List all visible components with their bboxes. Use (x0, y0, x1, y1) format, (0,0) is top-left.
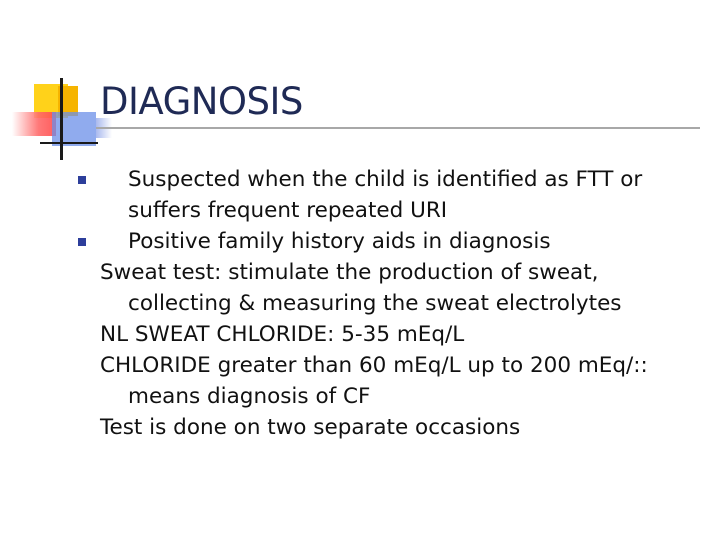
text-item-text: CHLORIDE greater than 60 mEq/L up to 200 mEq/:: means diagnosis of CF (100, 353, 648, 409)
text-item (100, 257, 700, 319)
text-item-text: NL SWEAT CHLORIDE: 5-35 mEq/L (100, 322, 465, 347)
decorative-vertical-line (60, 78, 63, 160)
bullet-item (100, 164, 700, 226)
square-bullet-icon (78, 176, 86, 184)
decorative-short-line (40, 142, 98, 144)
text-item-text: Sweat test: stimulate the production of sweat, collecting & measuring the sweat electrolytes (100, 260, 622, 316)
title-underline (96, 127, 700, 129)
square-bullet-icon (78, 238, 86, 246)
text-item (100, 412, 700, 443)
text-item (100, 319, 700, 350)
bullet-item-text: Suspected when the child is identified as FTT or suffers frequent repeated URI (128, 167, 643, 223)
text-item-text: Test is done on two separate occasions (100, 415, 521, 440)
bullet-item (100, 226, 700, 257)
slide-body (100, 164, 700, 443)
decorative-blue-block (52, 112, 96, 146)
decorative-red-block (12, 112, 56, 136)
bullet-item-text: Positive family history aids in diagnosis (128, 229, 551, 254)
slide-title: DIAGNOSIS (100, 80, 303, 123)
text-item (100, 350, 700, 412)
